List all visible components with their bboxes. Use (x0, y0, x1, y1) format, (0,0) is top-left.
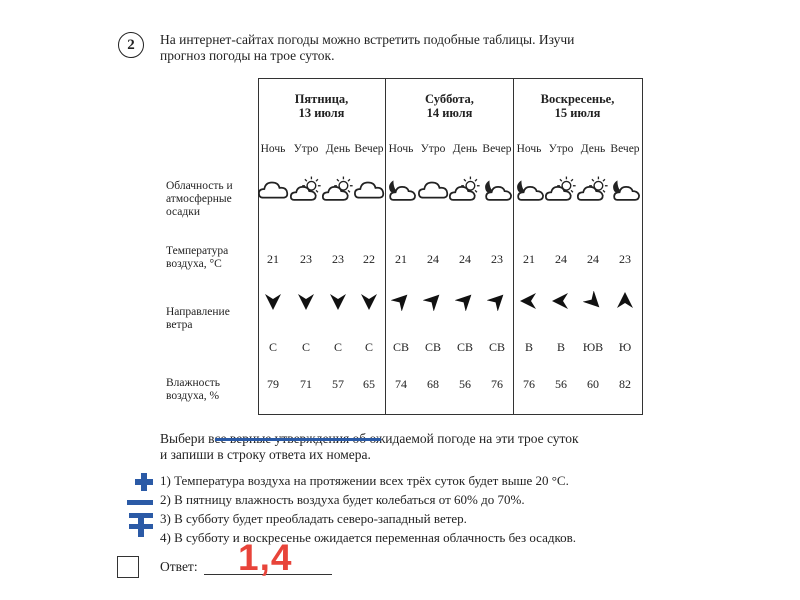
task-line-1: Выбери все верные утверждения об ожидаемой погоде на эти трое суток (160, 431, 579, 446)
wind-dir-cell: В (556, 340, 565, 354)
time-of-day: День (325, 143, 351, 155)
temp-cell: 21 (523, 252, 535, 266)
answer-checkbox[interactable] (117, 556, 139, 578)
row-label-line: воздуха, °С (166, 258, 222, 270)
partly-sunny-icon (544, 176, 578, 202)
task-text (160, 431, 652, 463)
minus-mark-icon (126, 498, 154, 508)
task-line-2: и запиши в строку ответа их номера. (160, 447, 371, 462)
temp-cell: 23 (491, 252, 503, 266)
row-label-line: воздуха, % (166, 390, 220, 402)
humidity-cell: 79 (267, 377, 279, 391)
arrow-se-icon (583, 291, 603, 311)
cloud-icon (256, 176, 290, 202)
option-1: 1) Температура воздуха на протяжении всех трёх суток будет выше 20 °С. (160, 473, 569, 488)
time-of-day: Вечер (354, 143, 384, 155)
partly-sunny-icon (321, 176, 355, 202)
arrow-down-icon (328, 291, 348, 311)
moon-cloud-icon (480, 176, 514, 202)
day-date: 15 июля (554, 106, 601, 120)
row-label-line: Облачность и (166, 180, 233, 192)
humidity-cell: 57 (332, 377, 344, 391)
wind-dir-cell: Ю (618, 340, 632, 354)
row-label-cloudiness (166, 180, 256, 219)
forecast-table (258, 78, 643, 415)
arrow-up-icon (615, 291, 635, 311)
humidity-cell: 65 (363, 377, 375, 391)
humidity-cell: 74 (395, 377, 407, 391)
time-of-day: Утро (420, 143, 446, 155)
arrow-left-icon (519, 291, 539, 311)
wind-dir-cell: СВ (456, 340, 473, 354)
wind-dir-cell: С (301, 340, 310, 354)
option-4: 4) В субботу и воскресенье ожидается переменная облачность без осадков. (160, 530, 577, 545)
temp-cell: 24 (555, 252, 567, 266)
time-of-day: Ночь (516, 143, 542, 155)
day-date: 14 июля (426, 106, 473, 120)
cloud-icon (416, 176, 450, 202)
row-label-line: Температура (166, 245, 229, 257)
wind-dir-cell: ЮВ (582, 340, 604, 354)
partly-sunny-icon (289, 176, 323, 202)
option-2: 2) В пятницу влажность воздуха будет колебаться от 60% до 70%. (160, 492, 525, 507)
intro-line-1: На интернет-сайтах погоды можно встретить подобные таблицы. Изучи (160, 32, 575, 47)
row-label-temperature (166, 245, 256, 271)
humidity-cell: 71 (300, 377, 312, 391)
wind-dir-cell: СВ (392, 340, 409, 354)
time-of-day: Вечер (610, 143, 640, 155)
partly-sunny-icon (576, 176, 610, 202)
wind-dir-cell: СВ (424, 340, 441, 354)
day-header-saturday (386, 92, 513, 120)
arrow-down-icon (263, 291, 283, 311)
temp-cell: 24 (427, 252, 439, 266)
plus-mark-icon (134, 472, 154, 492)
day-date: 13 июля (298, 106, 345, 120)
day-divider (385, 78, 386, 415)
temp-cell: 24 (459, 252, 471, 266)
arrow-ne-icon (423, 291, 443, 311)
arrow-down-icon (296, 291, 316, 311)
moon-cloud-icon (512, 176, 546, 202)
row-label-line: атмосферные (166, 193, 232, 205)
partly-sunny-icon (448, 176, 482, 202)
moon-cloud-icon (384, 176, 418, 202)
intro-line-2: прогноз погоды на трое суток. (160, 48, 335, 63)
temp-cell: 21 (267, 252, 279, 266)
row-label-line: ветра (166, 319, 193, 331)
row-label-line: Влажность (166, 377, 221, 389)
arrow-left-icon (551, 291, 571, 311)
time-of-day: Утро (293, 143, 319, 155)
row-label-wind (166, 306, 256, 332)
handwritten-answer: 1,4 (238, 537, 293, 578)
temp-cell: 23 (300, 252, 312, 266)
temp-cell: 23 (619, 252, 631, 266)
humidity-cell: 68 (427, 377, 439, 391)
answer-label: Ответ: (160, 559, 198, 574)
wind-dir-cell: С (333, 340, 342, 354)
day-name: Пятница, (294, 92, 349, 106)
humidity-cell: 56 (555, 377, 567, 391)
row-label-line: осадки (166, 206, 200, 218)
wind-dir-cell: С (364, 340, 373, 354)
time-of-day: Вечер (482, 143, 512, 155)
minus-mark-icon (128, 511, 154, 539)
option-3: 3) В субботу будет преобладать северо-западный ветер. (160, 511, 467, 526)
moon-cloud-icon (608, 176, 642, 202)
temp-cell: 22 (363, 252, 375, 266)
temp-cell: 23 (332, 252, 344, 266)
handwritten-underline (215, 438, 381, 441)
temp-cell: 24 (587, 252, 599, 266)
humidity-cell: 56 (459, 377, 471, 391)
wind-dir-cell: В (524, 340, 533, 354)
arrow-ne-icon (455, 291, 475, 311)
day-divider (513, 78, 514, 415)
time-of-day: День (580, 143, 606, 155)
row-label-line: Направление (166, 306, 230, 318)
wind-dir-cell: С (268, 340, 277, 354)
cloud-icon (352, 176, 386, 202)
humidity-cell: 76 (491, 377, 503, 391)
day-header-sunday (514, 92, 641, 120)
humidity-cell: 60 (587, 377, 599, 391)
day-header-friday (258, 92, 385, 120)
time-of-day: Ночь (388, 143, 414, 155)
time-of-day: Ночь (260, 143, 286, 155)
question-number: 2 (118, 32, 144, 58)
time-of-day: День (452, 143, 478, 155)
day-name: Воскресенье, (540, 92, 615, 106)
temp-cell: 21 (395, 252, 407, 266)
day-name: Суббота, (425, 92, 474, 106)
humidity-cell: 76 (523, 377, 535, 391)
humidity-cell: 82 (619, 377, 631, 391)
wind-dir-cell: СВ (488, 340, 505, 354)
row-label-humidity (166, 377, 256, 403)
time-of-day: Утро (548, 143, 574, 155)
arrow-ne-icon (487, 291, 507, 311)
arrow-ne-icon (391, 291, 411, 311)
intro-text (160, 32, 655, 64)
arrow-down-icon (359, 291, 379, 311)
